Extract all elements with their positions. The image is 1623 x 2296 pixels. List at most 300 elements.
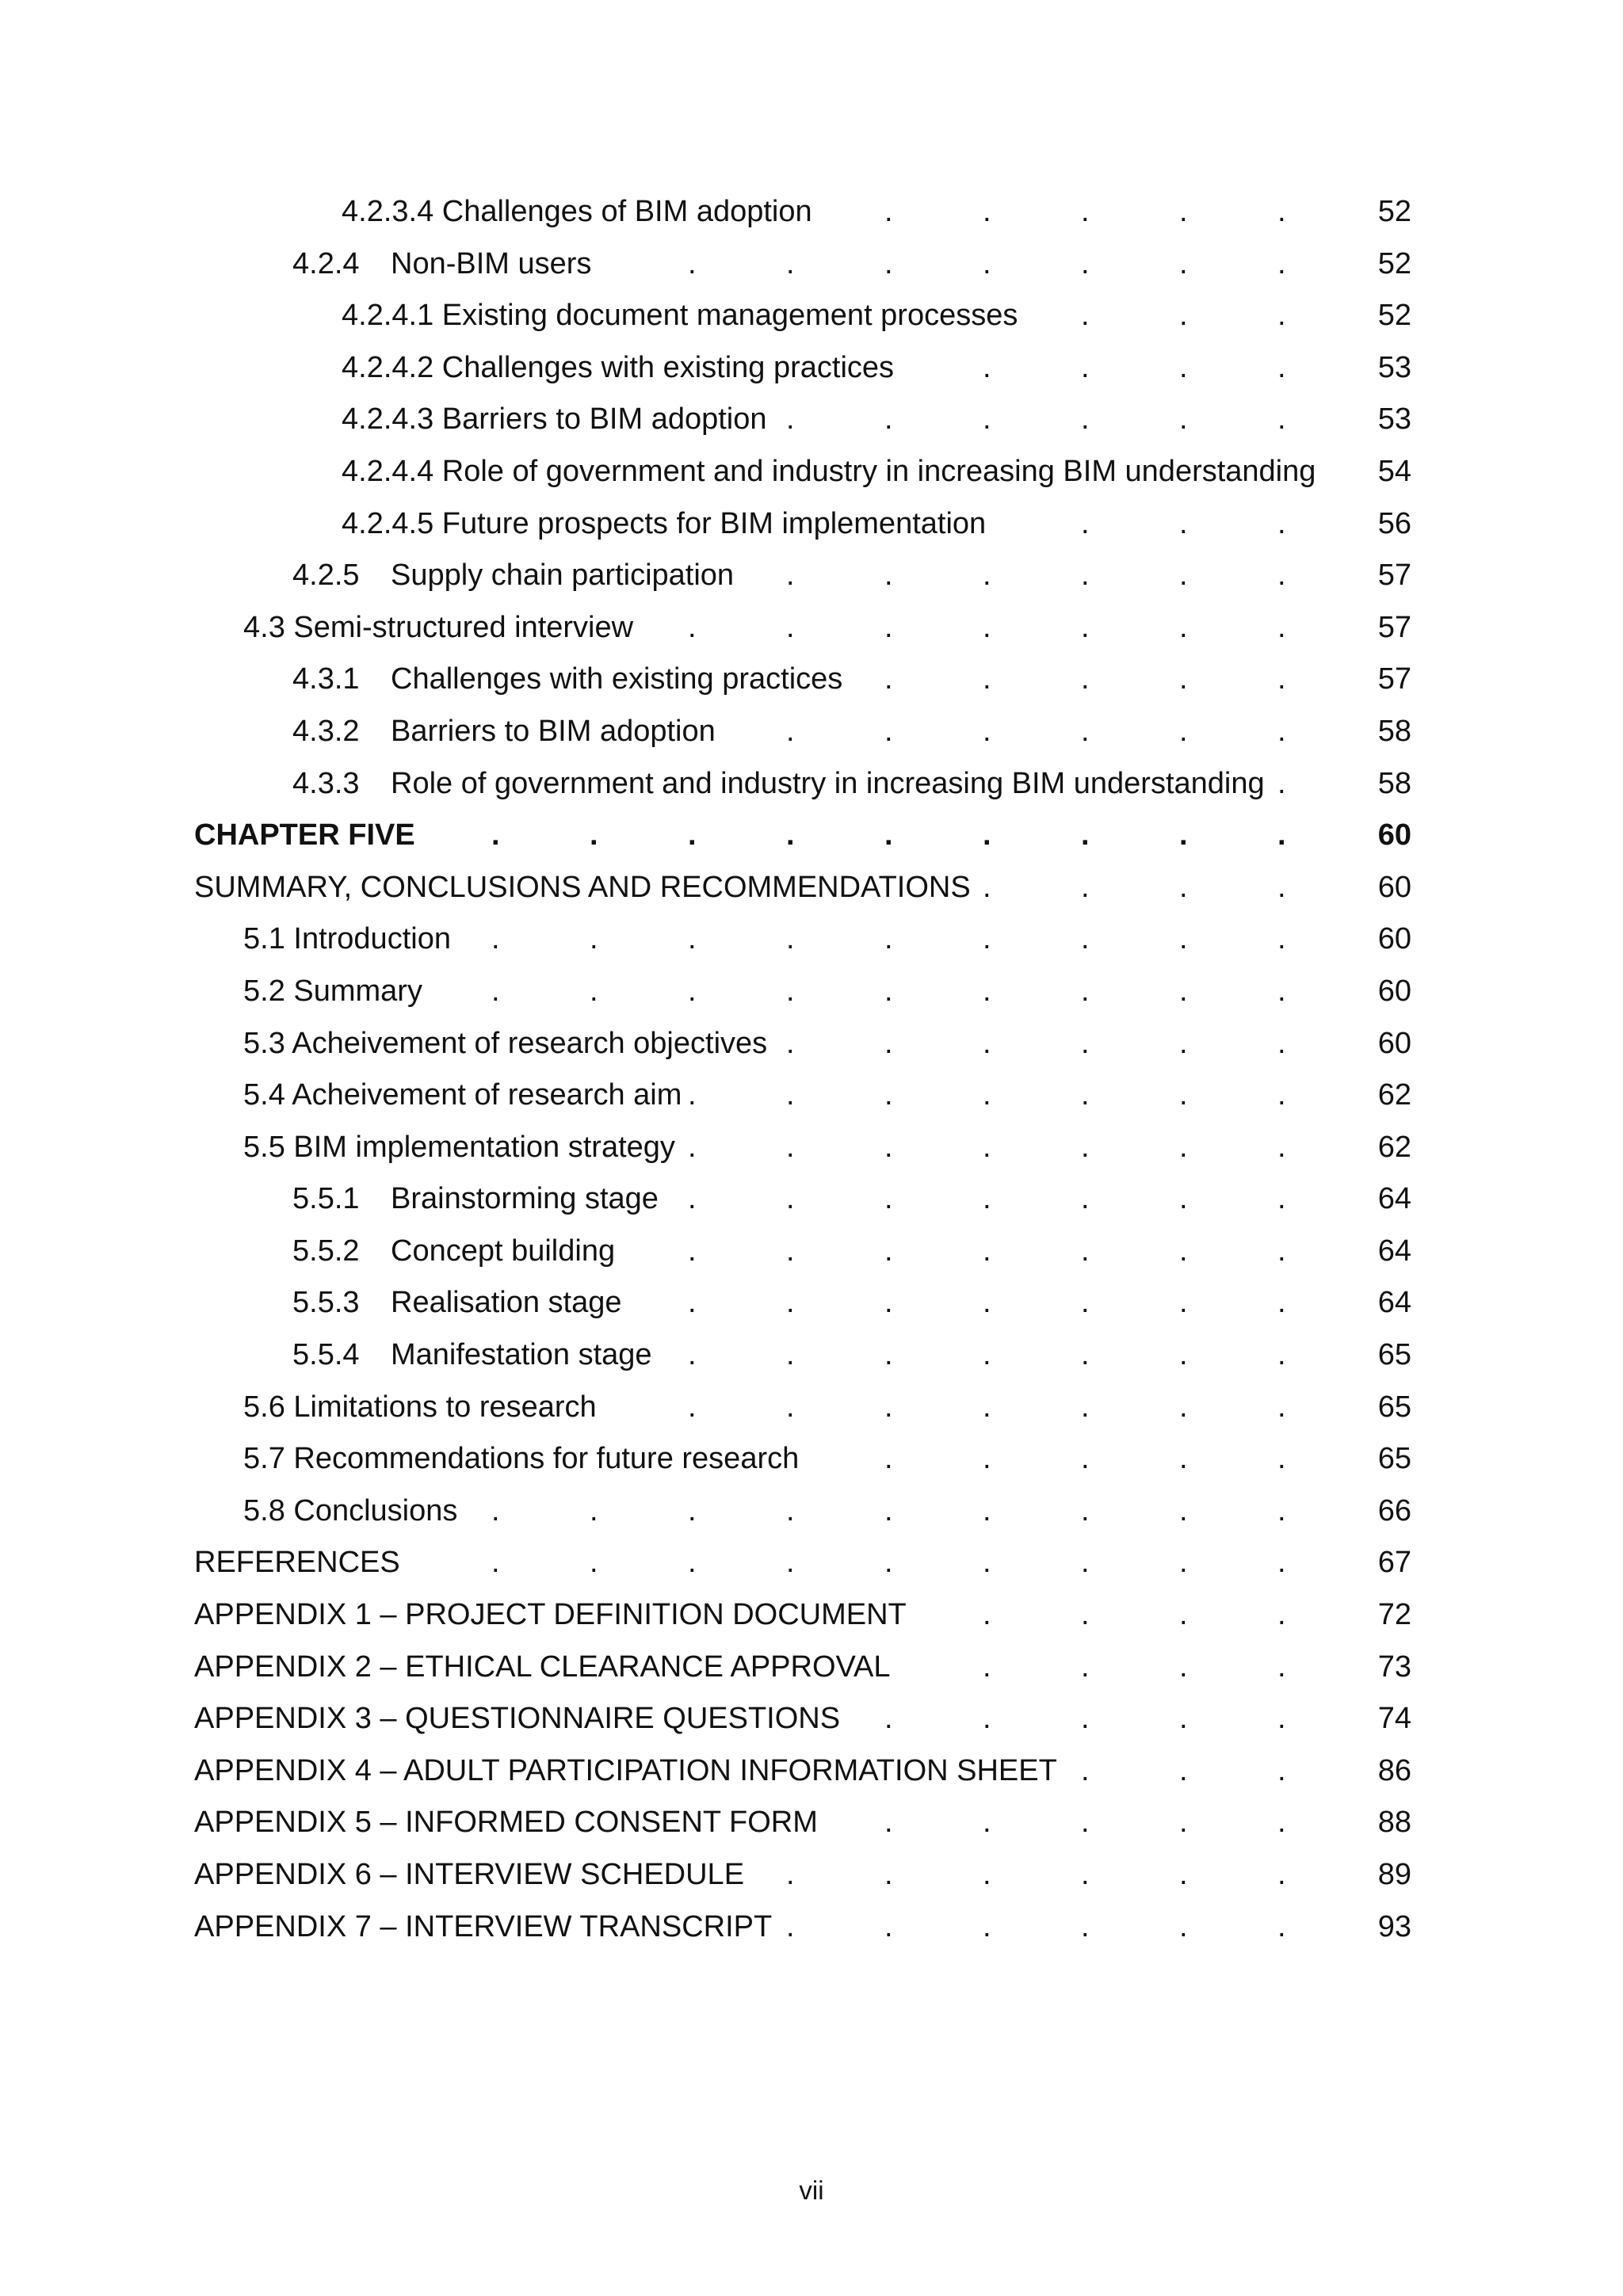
toc-entry-title: Non-BIM users [391, 246, 592, 280]
leader-dot: . [1277, 1650, 1286, 1684]
toc-entry [0, 238, 1623, 291]
leader-dot: . [983, 1182, 991, 1216]
leader-dot: . [1179, 1026, 1188, 1060]
toc-entry [0, 1382, 1623, 1434]
leader-dot: . [1081, 299, 1090, 333]
toc-entry-title: 5.5 BIM implementation strategy [243, 1130, 675, 1164]
leader-dot: . [884, 1493, 893, 1527]
leader-dot: . [1179, 1909, 1188, 1943]
leader-dot: . [1179, 350, 1188, 384]
toc-entry [0, 758, 1623, 810]
leader-dot: . [786, 246, 795, 280]
leader-dot: . [1179, 1753, 1188, 1787]
leader-dot: . [884, 922, 893, 956]
toc-entry-title: SUMMARY, CONCLUSIONS AND RECOMMENDATIONS [194, 870, 971, 904]
toc-entry [0, 913, 1623, 966]
toc-entry [0, 1589, 1623, 1642]
toc-entry-page: 62 [1377, 1130, 1411, 1164]
toc-entry-page: 86 [1377, 1753, 1411, 1787]
leader-dot: . [688, 1130, 697, 1164]
leader-dot: . [1277, 1026, 1286, 1060]
toc-entry-page: 67 [1377, 1546, 1411, 1580]
toc-entry-page: 65 [1377, 1338, 1411, 1372]
leader-dot: . [1179, 1806, 1188, 1840]
toc-entry-number: 5.5.2 [292, 1234, 360, 1268]
leader-dot: . [786, 1493, 795, 1527]
leader-dot: . [1081, 1909, 1090, 1943]
toc-entry-page: 66 [1377, 1493, 1411, 1527]
leader-dot: . [786, 974, 795, 1008]
leader-dot: . [884, 246, 893, 280]
leader-dot: . [786, 818, 795, 852]
toc-entry-title: 4.2.4.4 Role of government and industry in increasing BIM understanding [342, 454, 1316, 488]
leader-dot: . [983, 1702, 991, 1736]
toc-entry-page: 72 [1377, 1598, 1411, 1632]
leader-dot: . [1081, 1806, 1090, 1840]
leader-dot: . [590, 922, 598, 956]
leader-dot: . [1081, 662, 1090, 696]
toc-entry [0, 186, 1623, 238]
leader-dot: . [983, 922, 991, 956]
toc-entry-page: 53 [1377, 402, 1411, 437]
leader-dot: . [786, 1078, 795, 1112]
toc-entry-title: 4.2.4.3 Barriers to BIM adoption [342, 402, 767, 437]
leader-dot: . [1081, 1858, 1090, 1891]
toc-entry-title: CHAPTER FIVE [194, 818, 415, 852]
toc-entry-title: 4.2.4.5 Future prospects for BIM implementation [342, 506, 987, 540]
leader-dot: . [786, 1234, 795, 1268]
leader-dot: . [1081, 1078, 1090, 1112]
leader-dot: . [983, 870, 991, 904]
toc-entry-page: 54 [1377, 454, 1411, 488]
toc-entry-title: 4.2.4.2 Challenges with existing practices [342, 350, 895, 384]
leader-dot: . [1081, 974, 1090, 1008]
toc-entry [0, 550, 1623, 602]
leader-dot: . [884, 974, 893, 1008]
toc-entry [0, 1070, 1623, 1122]
toc-entry-page: 73 [1377, 1650, 1411, 1684]
leader-dot: . [983, 1026, 991, 1060]
leader-dot: . [884, 1026, 893, 1060]
leader-dot: . [1081, 1338, 1090, 1372]
toc-entry-page: 58 [1377, 714, 1411, 748]
toc-entry [0, 446, 1623, 498]
leader-dot: . [1179, 506, 1188, 540]
leader-dot: . [688, 1182, 697, 1216]
leader-dot: . [688, 246, 697, 280]
leader-dot: . [1081, 870, 1090, 904]
leader-dot: . [1179, 610, 1188, 644]
leader-dot: . [1081, 610, 1090, 644]
leader-dot: . [983, 1909, 991, 1943]
leader-dot: . [1081, 1182, 1090, 1216]
toc-entry [0, 1173, 1623, 1226]
leader-dot: . [1277, 299, 1286, 333]
leader-dot: . [1277, 662, 1286, 696]
leader-dot: . [1179, 1182, 1188, 1216]
leader-dot: . [1277, 1702, 1286, 1736]
leader-dot: . [884, 714, 893, 748]
toc-entry-page: 57 [1377, 662, 1411, 696]
toc-entry-page: 89 [1377, 1858, 1411, 1891]
leader-dot: . [1277, 610, 1286, 644]
toc-entry [0, 498, 1623, 551]
leader-dot: . [1081, 1598, 1090, 1632]
toc-entry-number: 4.2.5 [292, 559, 360, 593]
leader-dot: . [983, 1234, 991, 1268]
leader-dot: . [983, 714, 991, 748]
toc-entry-title: APPENDIX 4 – ADULT PARTICIPATION INFORMATION SHEET [194, 1753, 1057, 1787]
toc-entry-title: APPENDIX 5 – INFORMED CONSENT FORM [194, 1806, 818, 1840]
toc-entry [0, 1122, 1623, 1174]
toc-entry-page: 60 [1377, 1026, 1411, 1060]
leader-dot: . [1277, 1286, 1286, 1320]
leader-dot: . [983, 1078, 991, 1112]
leader-dot: . [590, 818, 598, 852]
leader-dot: . [786, 1338, 795, 1372]
toc-entry [0, 602, 1623, 654]
leader-dot: . [884, 1858, 893, 1891]
leader-dot: . [983, 402, 991, 437]
leader-dot: . [786, 559, 795, 593]
toc-entry-title: Manifestation stage [391, 1338, 652, 1372]
leader-dot: . [1277, 350, 1286, 384]
leader-dot: . [1081, 559, 1090, 593]
leader-dot: . [884, 1806, 893, 1840]
leader-dot: . [1081, 1753, 1090, 1787]
toc-entry-number: 5.5.4 [292, 1338, 360, 1372]
leader-dot: . [983, 1806, 991, 1840]
leader-dot: . [983, 1493, 991, 1527]
leader-dot: . [786, 1026, 795, 1060]
toc-entry-title: 5.7 Recommendations for future research [243, 1442, 800, 1476]
toc-entry-title: 5.4 Acheivement of research aim [243, 1078, 682, 1112]
leader-dot: . [1277, 1338, 1286, 1372]
toc-entry-title: Role of government and industry in increasing BIM understanding [391, 766, 1265, 800]
leader-dot: . [688, 1493, 697, 1527]
leader-dot: . [1277, 1806, 1286, 1840]
toc-entry-number: 4.2.4 [292, 246, 360, 280]
leader-dot: . [1179, 402, 1188, 437]
leader-dot: . [983, 1598, 991, 1632]
leader-dot: . [1277, 1909, 1286, 1943]
toc-entry [0, 394, 1623, 446]
leader-dot: . [1179, 299, 1188, 333]
leader-dot: . [1179, 1702, 1188, 1736]
toc-entry-title: 5.2 Summary [243, 974, 422, 1008]
page-number: vii [799, 2176, 824, 2205]
leader-dot: . [1081, 1650, 1090, 1684]
toc-entry-page: 57 [1377, 610, 1411, 644]
leader-dot: . [590, 1546, 598, 1580]
leader-dot: . [491, 1493, 500, 1527]
toc-entry-title: 5.6 Limitations to research [243, 1390, 597, 1424]
leader-dot: . [1081, 1546, 1090, 1580]
toc-entry [0, 1537, 1623, 1589]
leader-dot: . [1081, 714, 1090, 748]
toc-entry-title: Challenges with existing practices [391, 662, 843, 696]
leader-dot: . [1277, 1493, 1286, 1527]
leader-dot: . [786, 1546, 795, 1580]
leader-dot: . [1179, 1546, 1188, 1580]
leader-dot: . [1081, 1286, 1090, 1320]
leader-dot: . [983, 1390, 991, 1424]
leader-dot: . [884, 1442, 893, 1476]
leader-dot: . [688, 1286, 697, 1320]
leader-dot: . [786, 1286, 795, 1320]
leader-dot: . [786, 922, 795, 956]
toc-entry-page: 65 [1377, 1390, 1411, 1424]
leader-dot: . [1081, 246, 1090, 280]
leader-dot: . [1277, 818, 1286, 852]
toc-entry [0, 1849, 1623, 1901]
toc-entry-title: APPENDIX 6 – INTERVIEW SCHEDULE [194, 1858, 745, 1891]
leader-dot: . [688, 974, 697, 1008]
leader-dot: . [884, 1390, 893, 1424]
toc-entry [0, 1901, 1623, 1954]
leader-dot: . [884, 1909, 893, 1943]
leader-dot: . [1179, 974, 1188, 1008]
leader-dot: . [1081, 1390, 1090, 1424]
toc-entry-page: 58 [1377, 766, 1411, 800]
leader-dot: . [884, 195, 893, 228]
toc-entry-page: 52 [1377, 299, 1411, 333]
leader-dot: . [688, 1078, 697, 1112]
leader-dot: . [1277, 1546, 1286, 1580]
leader-dot: . [1277, 1182, 1286, 1216]
toc-entry-page: 53 [1377, 350, 1411, 384]
leader-dot: . [688, 1546, 697, 1580]
toc-entry-title: APPENDIX 3 – QUESTIONNAIRE QUESTIONS [194, 1702, 841, 1736]
leader-dot: . [1179, 662, 1188, 696]
toc-entry-title: APPENDIX 7 – INTERVIEW TRANSCRIPT [194, 1909, 773, 1943]
leader-dot: . [983, 974, 991, 1008]
toc-entry [0, 706, 1623, 758]
toc-entry [0, 1745, 1623, 1798]
toc-entry [0, 1693, 1623, 1745]
leader-dot: . [491, 974, 500, 1008]
toc-entry-page: 65 [1377, 1442, 1411, 1476]
leader-dot: . [884, 1078, 893, 1112]
leader-dot: . [983, 662, 991, 696]
leader-dot: . [983, 1546, 991, 1580]
leader-dot: . [983, 1338, 991, 1372]
leader-dot: . [786, 402, 795, 437]
leader-dot: . [983, 1858, 991, 1891]
leader-dot: . [1179, 922, 1188, 956]
leader-dot: . [1081, 402, 1090, 437]
leader-dot: . [590, 974, 598, 1008]
toc-entry-page: 60 [1377, 922, 1411, 956]
leader-dot: . [1277, 714, 1286, 748]
toc-entry [0, 1277, 1623, 1329]
leader-dot: . [983, 818, 991, 852]
leader-dot: . [786, 610, 795, 644]
leader-dot: . [884, 1702, 893, 1736]
leader-dot: . [1277, 1078, 1286, 1112]
toc-entry-title: 5.1 Introduction [243, 922, 451, 956]
leader-dot: . [1179, 1493, 1188, 1527]
toc-entry [0, 654, 1623, 706]
leader-dot: . [786, 1182, 795, 1216]
leader-dot: . [1081, 1130, 1090, 1164]
leader-dot: . [1277, 1130, 1286, 1164]
leader-dot: . [983, 1286, 991, 1320]
leader-dot: . [1179, 1338, 1188, 1372]
leader-dot: . [1277, 246, 1286, 280]
leader-dot: . [1179, 714, 1188, 748]
toc-entry-title: Realisation stage [391, 1286, 622, 1320]
leader-dot: . [1179, 1130, 1188, 1164]
toc-entry-title: Concept building [391, 1234, 616, 1268]
leader-dot: . [688, 1338, 697, 1372]
leader-dot: . [786, 1909, 795, 1943]
leader-dot: . [1277, 1598, 1286, 1632]
leader-dot: . [1277, 1390, 1286, 1424]
toc-entry-title: 4.2.4.1 Existing document management processes [342, 299, 1018, 333]
toc-entry-page: 60 [1377, 818, 1411, 852]
toc-entry-page: 60 [1377, 870, 1411, 904]
leader-dot: . [1081, 195, 1090, 228]
toc-entry-title: 5.3 Acheivement of research objectives [243, 1026, 768, 1060]
leader-dot: . [1081, 1702, 1090, 1736]
toc-entry-page: 74 [1377, 1702, 1411, 1736]
leader-dot: . [983, 1130, 991, 1164]
leader-dot: . [491, 1546, 500, 1580]
toc-entry [0, 290, 1623, 342]
leader-dot: . [786, 1130, 795, 1164]
toc-entry-page: 88 [1377, 1806, 1411, 1840]
leader-dot: . [1277, 1753, 1286, 1787]
toc-entry [0, 342, 1623, 395]
leader-dot: . [1179, 1234, 1188, 1268]
leader-dot: . [491, 922, 500, 956]
toc-entry-title: APPENDIX 1 – PROJECT DEFINITION DOCUMENT [194, 1598, 907, 1632]
leader-dot: . [491, 818, 500, 852]
leader-dot: . [1081, 350, 1090, 384]
leader-dot: . [1081, 1026, 1090, 1060]
toc-entry [0, 1226, 1623, 1278]
leader-dot: . [1179, 1390, 1188, 1424]
leader-dot: . [1081, 1442, 1090, 1476]
toc-entry-number: 5.5.1 [292, 1182, 360, 1216]
leader-dot: . [1179, 1078, 1188, 1112]
leader-dot: . [884, 662, 893, 696]
toc-entry-title: APPENDIX 2 – ETHICAL CLEARANCE APPROVAL [194, 1650, 891, 1684]
toc-entry-title: 4.3 Semi-structured interview [243, 610, 634, 644]
toc-entry-page: 64 [1377, 1182, 1411, 1216]
leader-dot: . [688, 818, 697, 852]
toc-entry-number: 4.3.3 [292, 766, 360, 800]
leader-dot: . [1179, 1858, 1188, 1891]
leader-dot: . [884, 1546, 893, 1580]
toc-entry-title: Barriers to BIM adoption [391, 714, 716, 748]
toc-entry-page: 60 [1377, 974, 1411, 1008]
leader-dot: . [786, 1390, 795, 1424]
toc-entry-page: 56 [1377, 506, 1411, 540]
toc-entry [0, 862, 1623, 914]
leader-dot: . [1277, 559, 1286, 593]
leader-dot: . [884, 559, 893, 593]
leader-dot: . [1277, 506, 1286, 540]
leader-dot: . [1179, 559, 1188, 593]
leader-dot: . [884, 402, 893, 437]
leader-dot: . [1081, 506, 1090, 540]
toc-entry-page: 52 [1377, 195, 1411, 228]
leader-dot: . [983, 610, 991, 644]
leader-dot: . [884, 818, 893, 852]
leader-dot: . [786, 1858, 795, 1891]
leader-dot: . [1179, 246, 1188, 280]
leader-dot: . [884, 1234, 893, 1268]
toc-entry-page: 64 [1377, 1286, 1411, 1320]
toc-entry-page: 52 [1377, 246, 1411, 280]
toc-entry-number: 4.3.2 [292, 714, 360, 748]
leader-dot: . [983, 559, 991, 593]
leader-dot: . [1179, 818, 1188, 852]
toc-entry [0, 1486, 1623, 1538]
leader-dot: . [688, 922, 697, 956]
leader-dot: . [884, 1338, 893, 1372]
leader-dot: . [1179, 1650, 1188, 1684]
toc-entry-number: 4.3.1 [292, 662, 360, 696]
leader-dot: . [786, 714, 795, 748]
leader-dot: . [884, 1130, 893, 1164]
leader-dot: . [688, 610, 697, 644]
toc-entry [0, 1329, 1623, 1382]
leader-dot: . [1277, 974, 1286, 1008]
leader-dot: . [1081, 1234, 1090, 1268]
leader-dot: . [884, 1286, 893, 1320]
toc-entry-page: 57 [1377, 559, 1411, 593]
leader-dot: . [1081, 1493, 1090, 1527]
toc-entry-number: 5.5.3 [292, 1286, 360, 1320]
toc-entry [0, 1797, 1623, 1849]
toc-entry-title: Supply chain participation [391, 559, 735, 593]
leader-dot: . [1179, 870, 1188, 904]
toc-entry [0, 1018, 1623, 1070]
leader-dot: . [590, 1493, 598, 1527]
leader-dot: . [983, 1650, 991, 1684]
leader-dot: . [983, 1442, 991, 1476]
toc-entry-page: 93 [1377, 1909, 1411, 1943]
leader-dot: . [1277, 1234, 1286, 1268]
toc-entry-title: Brainstorming stage [391, 1182, 659, 1216]
leader-dot: . [1179, 1286, 1188, 1320]
leader-dot: . [1179, 1442, 1188, 1476]
leader-dot: . [1277, 195, 1286, 228]
leader-dot: . [884, 1182, 893, 1216]
leader-dot: . [1277, 922, 1286, 956]
leader-dot: . [1081, 818, 1090, 852]
leader-dot: . [1081, 922, 1090, 956]
leader-dot: . [1179, 195, 1188, 228]
leader-dot: . [983, 195, 991, 228]
toc-entry [0, 966, 1623, 1018]
leader-dot: . [1179, 1598, 1188, 1632]
toc-entry-title: 4.2.3.4 Challenges of BIM adoption [342, 195, 812, 228]
toc-entry-page: 64 [1377, 1234, 1411, 1268]
leader-dot: . [688, 1390, 697, 1424]
leader-dot: . [1277, 1858, 1286, 1891]
leader-dot: . [983, 350, 991, 384]
leader-dot: . [884, 610, 893, 644]
leader-dot: . [1277, 766, 1286, 800]
toc-entry [0, 810, 1623, 862]
toc-entry-title: REFERENCES [194, 1546, 400, 1580]
toc-entry-page: 62 [1377, 1078, 1411, 1112]
leader-dot: . [983, 246, 991, 280]
